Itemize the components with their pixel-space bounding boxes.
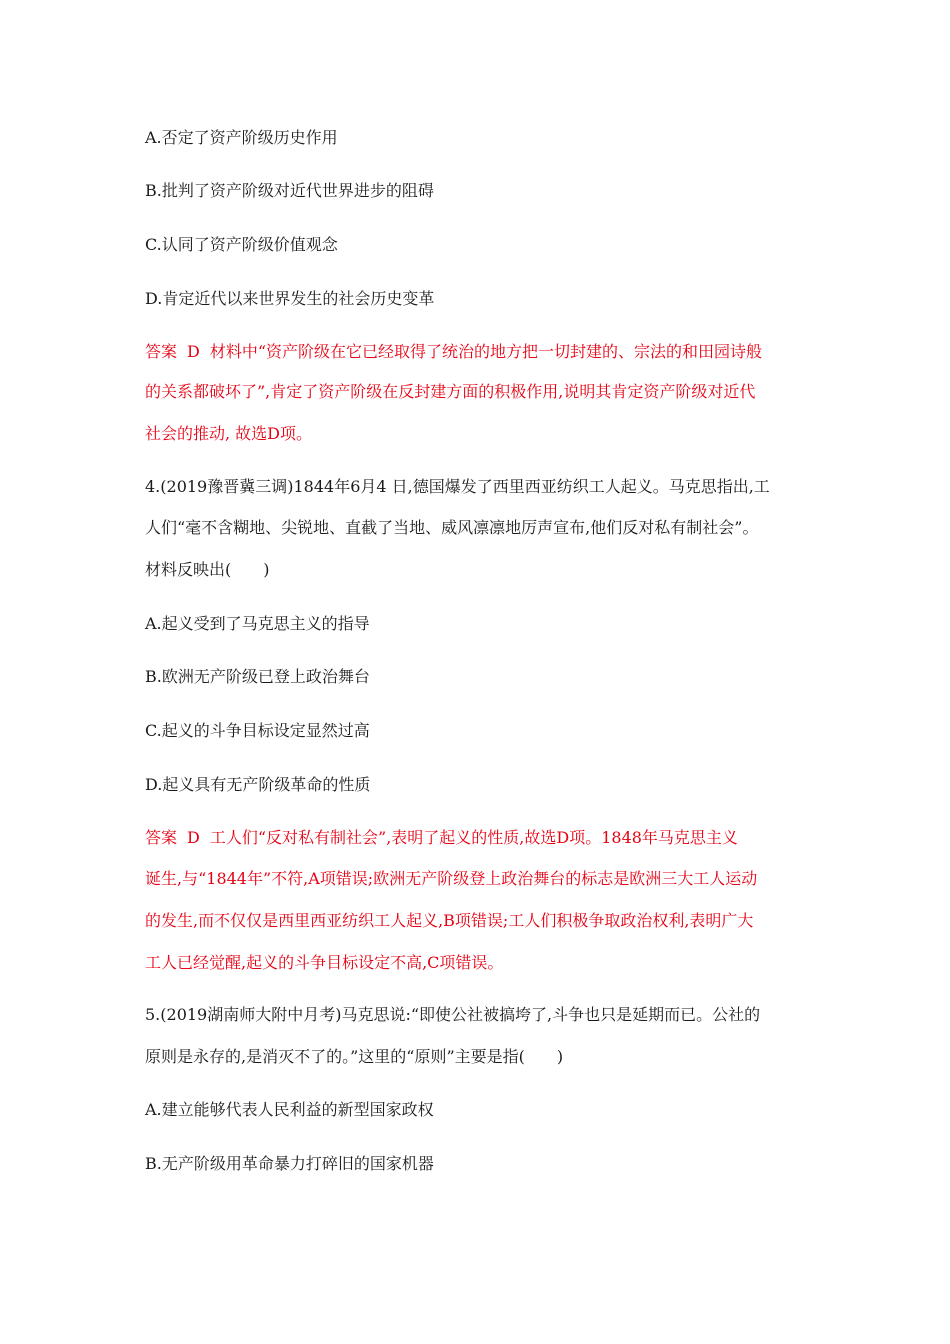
q3-option-a: A.否定了资产阶级历史作用 [145,128,338,147]
q3-answer-line-1 [145,342,810,362]
q4-option-c: C.起义的斗争目标设定显然过高 [145,721,370,740]
q4-option-a: A.起义受到了马克思主义的指导 [145,614,370,633]
q5-stem-line-1: 5.(2019湖南师大附中月考)马克思说:“即使公社被搞垮了,斗争也只是延期而已。公社的 [145,1005,761,1024]
answer-label: 答案 [145,342,178,361]
answer-choice: D [187,342,200,361]
answer-choice: D [187,828,200,847]
answer-text: 工人们“反对私有制社会”,表明了起义的性质,故选D项。1848年马克思主义 [209,828,738,847]
q4-answer-line-4: 工人已经觉醒,起义的斗争目标设定不高,C项错误。 [145,953,504,972]
q4-answer-line-3: 的发生,而不仅仅是西里西亚纺织工人起义,B项错误;工人们积极争取政治权利,表明广大 [145,911,754,930]
q3-option-c: C.认同了资产阶级价值观念 [145,235,338,254]
q5-option-a: A.建立能够代表人民利益的新型国家政权 [145,1100,434,1119]
q4-answer-line-2: 诞生,与“1844年”不符,A项错误;欧洲无产阶级登上政治舞台的标志是欧洲三大工人运动 [145,869,758,888]
q4-stem-line-2: 人们“毫不含糊地、尖锐地、直截了当地、威风凛凛地厉声宣布,他们反对私有制社会”。 [145,518,759,537]
q4-answer-line-1 [145,828,810,848]
q4-stem-line-1: 4.(2019豫晋冀三调)1844年6月4 日,德国爆发了西里西亚纺织工人起义。马克思指出,工 [145,477,770,496]
q5-option-b: B.无产阶级用革命暴力打碎旧的国家机器 [145,1154,434,1173]
q3-option-b: B.批判了资产阶级对近代世界进步的阻碍 [145,181,434,200]
q4-stem-line-3: 材料反映出( ) [145,560,270,579]
q3-answer-line-2: 的关系都破坏了”,肯定了资产阶级在反封建方面的积极作用,说明其肯定资产阶级对近代 [145,382,756,401]
answer-text: 材料中“资产阶级在它已经取得了统治的地方把一切封建的、宗法的和田园诗般 [209,342,763,361]
q4-option-b: B.欧洲无产阶级已登上政治舞台 [145,667,370,686]
answer-label: 答案 [145,828,178,847]
q3-answer-line-3: 社会的推动, 故选D项。 [145,424,313,443]
q4-option-d: D.起义具有无产阶级革命的性质 [145,775,371,794]
q3-option-d: D.肯定近代以来世界发生的社会历史变革 [145,289,435,308]
q5-stem-line-2: 原则是永存的,是消灭不了的。”这里的“原则”主要是指( ) [145,1047,564,1066]
